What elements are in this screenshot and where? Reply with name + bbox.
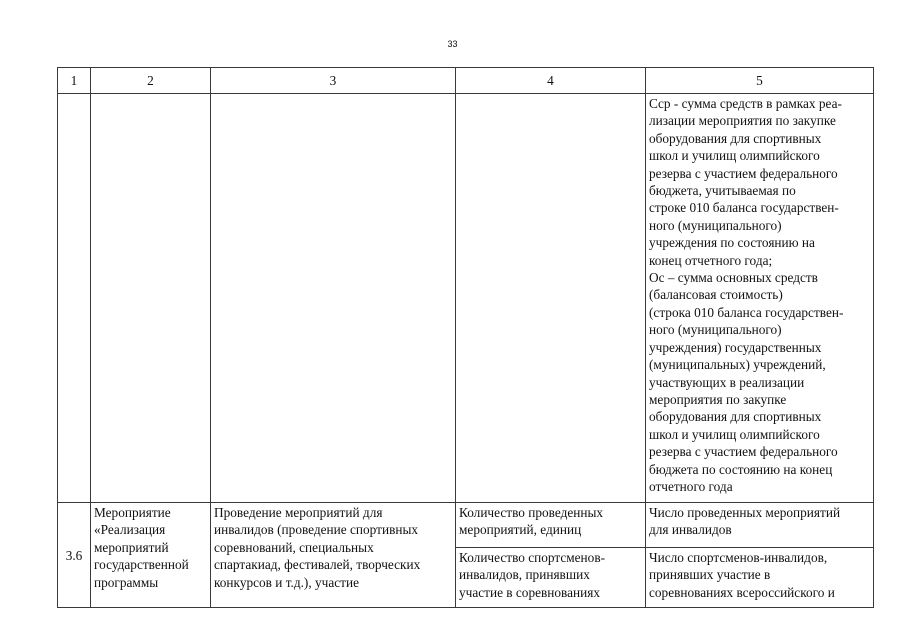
cell-indicator [456,94,646,503]
text-line: мероприятий, единиц [459,522,582,538]
text-line: Количество спортсменов- [459,550,606,565]
header-col-3: 3 [211,68,456,94]
text-line: бюджета, учитываемая по [649,183,796,199]
text-line: принявших участие в [649,567,771,583]
text-line: программы [94,574,159,590]
text-line: оборудования для спортивных [649,130,822,146]
text-line: Число проведенных мероприятий [649,505,841,520]
text-line: Проведение мероприятий для [214,505,383,520]
text-line: Мероприятие [94,505,171,520]
text-line: мероприятий [94,539,169,555]
text-line: соревнований, специальных [214,539,374,555]
formula-text [649,95,870,495]
row-number: 3.6 [58,503,91,608]
measure-name [91,503,211,608]
table-row-continuation [58,94,874,503]
text-line: государственной [94,557,189,573]
text-line: участие в соревнованиях [459,584,601,600]
indicator-athletes-definition [646,548,874,608]
text-line: ного (муниципального) [649,217,782,233]
text-line: конкурсов и т.д.), участие [214,574,359,590]
indicator-events-count [456,503,646,548]
text-line: резерва с участием федерального [649,444,838,460]
text-line: для инвалидов [649,522,732,538]
cell-measure [91,94,211,503]
text-line: (балансовая стоимость) [649,287,783,303]
text-line: конец отчетного года; [649,252,773,268]
table-header-row [58,68,874,94]
text-line: школ и училищ олимпийского [649,148,820,164]
text-line: соревнованиях всероссийского и [649,584,835,600]
header-col-2: 2 [91,68,211,94]
table-row-3-6 [58,503,874,548]
text-line: ного (муниципального) [649,322,782,338]
indicator-athletes-count [456,548,646,608]
cell-formula-description [646,94,874,503]
text-line: школ и училищ олимпийского [649,426,820,442]
text-line: Ос – сумма основных средств [649,270,818,286]
text-line: инвалидов, принявших [459,567,590,583]
text-line: лизации мероприятия по закупке [649,113,836,129]
indicator-events-definition [646,503,874,548]
text-line: учреждения) государственных [649,339,822,355]
text-line: Сср - сумма средств в рамках реа- [649,96,842,111]
cell-description [211,94,456,503]
text-line: учреждения по состоянию на [649,235,815,251]
text-line: Число спортсменов-инвалидов, [649,550,828,565]
text-line: (строка 010 баланса государствен- [649,304,844,320]
measure-description [211,503,456,608]
text-line: инвалидов (проведение спортивных [214,522,419,538]
header-col-5: 5 [646,68,874,94]
text-line: Количество проведенных [459,505,604,520]
text-line: участвующих в реализации [649,374,805,390]
page-number: 33 [447,39,458,49]
header-col-4: 4 [456,68,646,94]
cell-number [58,94,91,503]
text-line: резерва с участием федерального [649,165,838,181]
text-line: спартакиад, фестивалей, творческих [214,557,421,573]
header-col-1: 1 [58,68,91,94]
text-line: отчетного года [649,478,733,494]
indicator-table [57,67,874,608]
text-line: строке 010 баланса государствен- [649,200,839,216]
text-line: «Реализация [94,522,166,538]
text-line: бюджета по состоянию на конец [649,461,833,477]
text-line: оборудования для спортивных [649,409,822,425]
text-line: мероприятия по закупке [649,391,787,407]
text-line: (муниципальных) учреждений, [649,357,826,373]
